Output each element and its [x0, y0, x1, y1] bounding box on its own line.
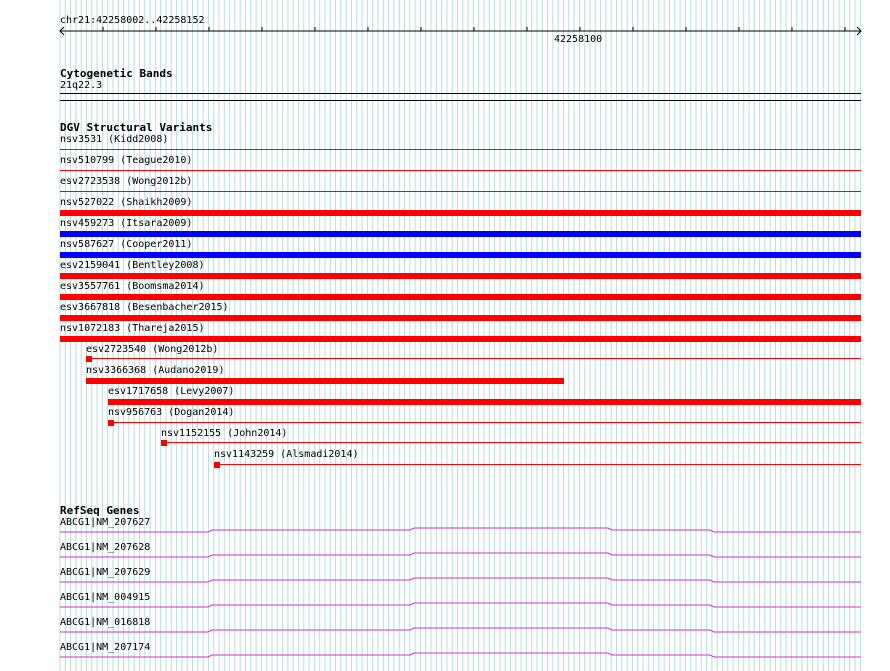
variant-label[interactable]: esv2723540 (Wong2012b): [86, 344, 219, 355]
cytoband-label: 21q22.3: [60, 80, 103, 91]
variant-label[interactable]: nsv527022 (Shaikh2009): [60, 197, 193, 208]
variant-label[interactable]: nsv1072183 (Thareja2015): [60, 323, 205, 334]
gene-label[interactable]: ABCG1|NM_016818: [60, 617, 151, 628]
dgv-track-title: DGV Structural Variants: [60, 121, 213, 134]
ruler-tick-label: 42258100: [554, 34, 603, 45]
variant-label[interactable]: nsv510799 (Teague2010): [60, 155, 193, 166]
variant-label[interactable]: esv2723538 (Wong2012b): [60, 176, 193, 187]
variant-label[interactable]: nsv1152155 (John2014): [161, 428, 288, 439]
variant-label[interactable]: nsv3366368 (Audano2019): [86, 365, 225, 376]
variant-label[interactable]: esv3557761 (Boomsma2014): [60, 281, 205, 292]
cytoband-track-title: Cytogenetic Bands: [60, 67, 173, 80]
variant-label[interactable]: nsv3531 (Kidd2008): [60, 134, 169, 145]
gene-label[interactable]: ABCG1|NM_207628: [60, 542, 151, 553]
variant-label[interactable]: nsv956763 (Dogan2014): [108, 407, 235, 418]
variant-label[interactable]: esv2159041 (Bentley2008): [60, 260, 205, 271]
gene-line[interactable]: [60, 528, 861, 532]
gene-line[interactable]: [60, 628, 861, 632]
ruler-range-label: chr21:42258002..42258152: [60, 15, 205, 26]
refseq-track-title: RefSeq Genes: [60, 504, 140, 517]
gene-line[interactable]: [60, 578, 861, 582]
variant-label[interactable]: esv3667818 (Besenbacher2015): [60, 302, 229, 313]
gene-label[interactable]: ABCG1|NM_207627: [60, 517, 151, 528]
gene-label[interactable]: ABCG1|NM_004915: [60, 592, 151, 603]
gene-line[interactable]: [60, 603, 861, 607]
gene-line[interactable]: [60, 553, 861, 557]
variant-label[interactable]: nsv1143259 (Alsmadi2014): [214, 449, 359, 460]
variant-label[interactable]: esv1717658 (Levy2007): [108, 386, 235, 397]
gene-line[interactable]: [60, 653, 861, 657]
gene-label[interactable]: ABCG1|NM_207629: [60, 567, 151, 578]
variant-label[interactable]: nsv459273 (Itsara2009): [60, 218, 193, 229]
gene-label[interactable]: ABCG1|NM_207174: [60, 642, 151, 653]
variant-label[interactable]: nsv587627 (Cooper2011): [60, 239, 193, 250]
